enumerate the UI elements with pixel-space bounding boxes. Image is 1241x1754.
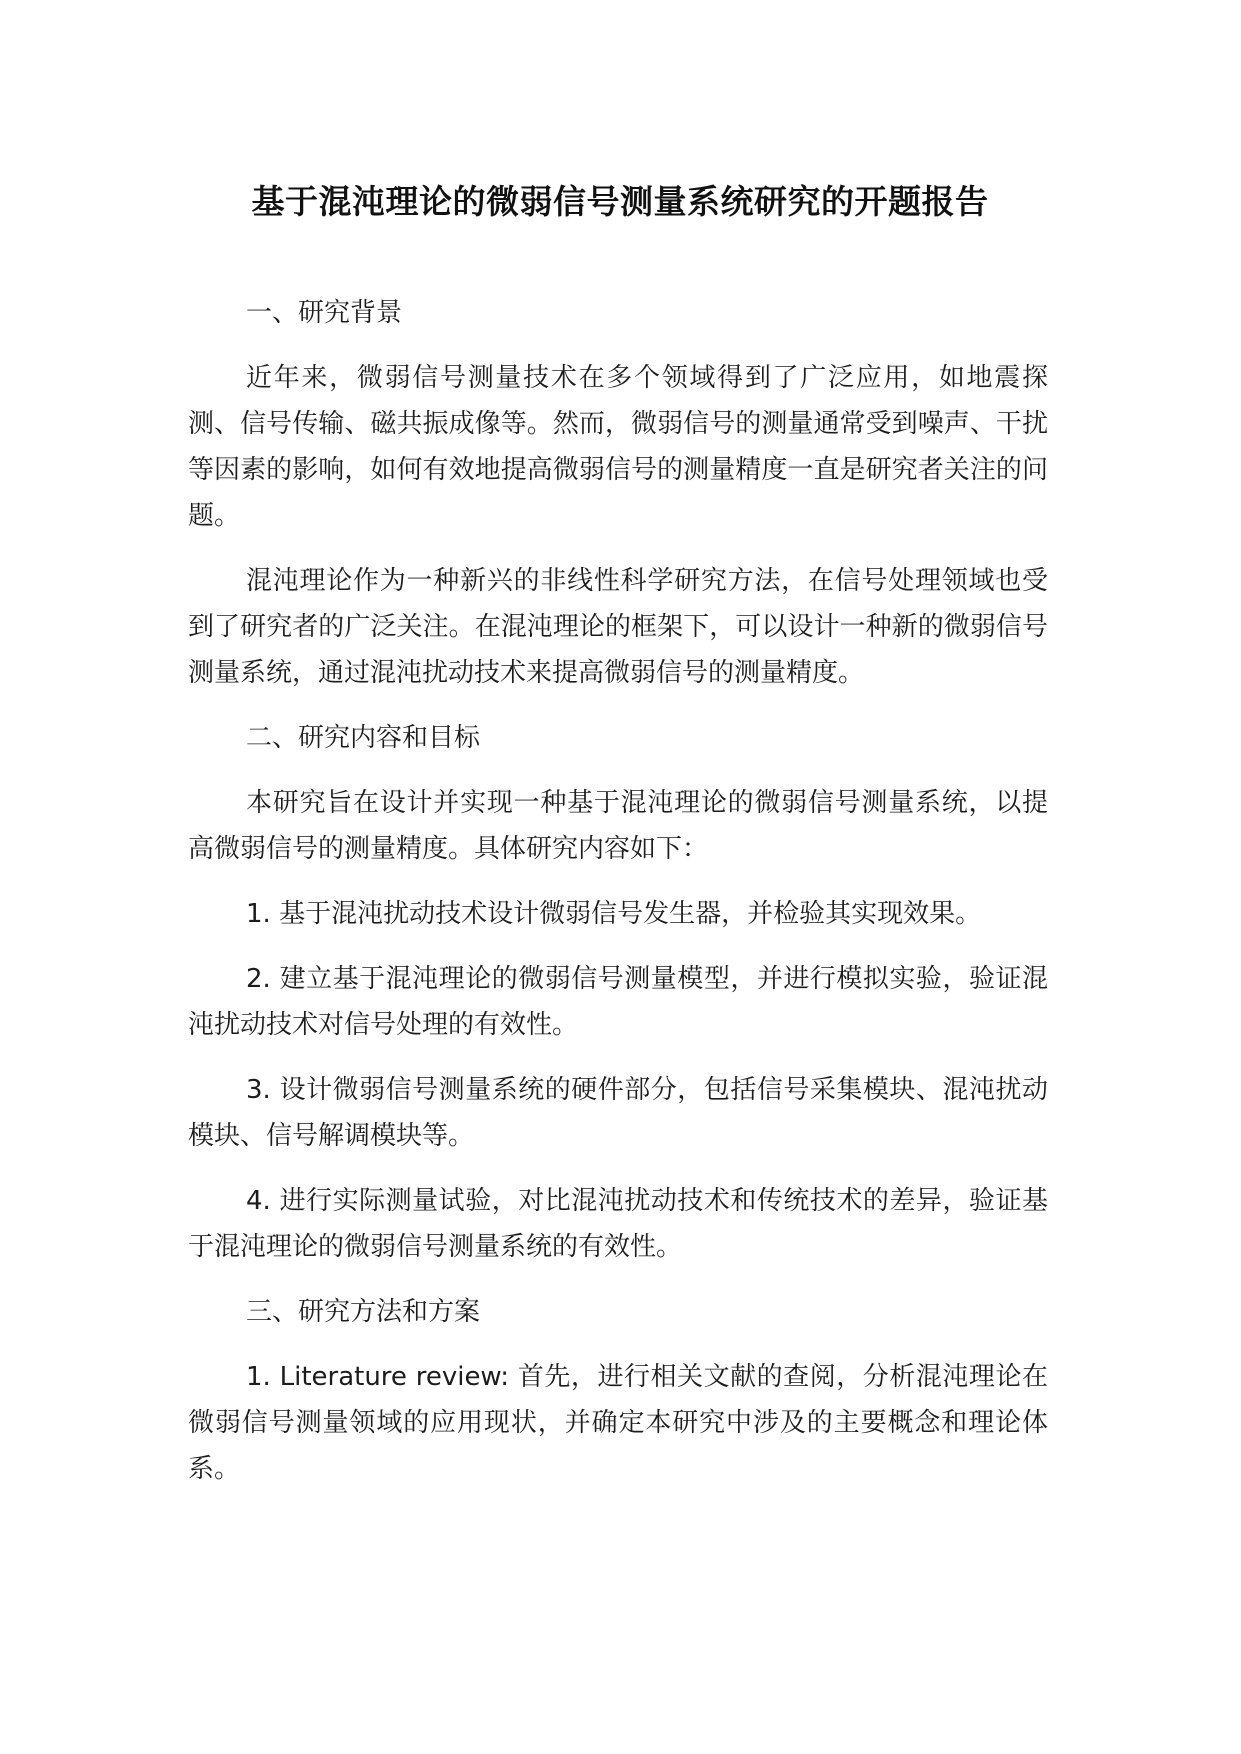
list-item-content-2: 2. 建立基于混沌理论的微弱信号测量模型，并进行模拟实验，验证混沌扰动技术对信号处理的有效性。 [188,964,1048,1040]
list-item-content-4: 4. 进行实际测量试验，对比混沌扰动技术和传统技术的差异，验证基于混沌理论的微弱信号测量系统的有效性。 [188,1186,1048,1262]
document-body [188,290,1048,1511]
section-heading-methods: 三、研究方法和方案 [246,1297,481,1327]
document-title: 基于混沌理论的微弱信号测量系统研究的开题报告 [251,182,989,221]
paragraph-background-2: 混沌理论作为一种新兴的非线性科学研究方法，在信号处理领域也受到了研究者的广泛关注。在混沌理论的框架下，可以设计一种新的微弱信号测量系统，通过混沌扰动技术来提高微弱信号的测量精度。 [188,566,1048,688]
list-item-content-3: 3. 设计微弱信号测量系统的硬件部分，包括信号采集模块、混沌扰动模块、信号解调模块等。 [188,1075,1048,1151]
list-item-methods-1: 1. Literature review: 首先，进行相关文献的查阅，分析混沌理论在微弱信号测量领域的应用现状，并确定本研究中涉及的主要概念和理论体系。 [188,1362,1048,1484]
section-heading-content-goals: 二、研究内容和目标 [246,723,481,753]
paragraph-content-intro: 本研究旨在设计并实现一种基于混沌理论的微弱信号测量系统，以提高微弱信号的测量精度。具体研究内容如下： [188,788,1048,864]
paragraph-background-1: 近年来，微弱信号测量技术在多个领域得到了广泛应用，如地震探测、信号传输、磁共振成像等。然而，微弱信号的测量通常受到噪声、干扰等因素的影响，如何有效地提高微弱信号的测量精度一直是研究者关注的问题。 [188,363,1048,531]
section-heading-background: 一、研究背景 [246,298,403,328]
list-item-content-1: 1. 基于混沌扰动技术设计微弱信号发生器，并检验其实现效果。 [246,899,982,929]
